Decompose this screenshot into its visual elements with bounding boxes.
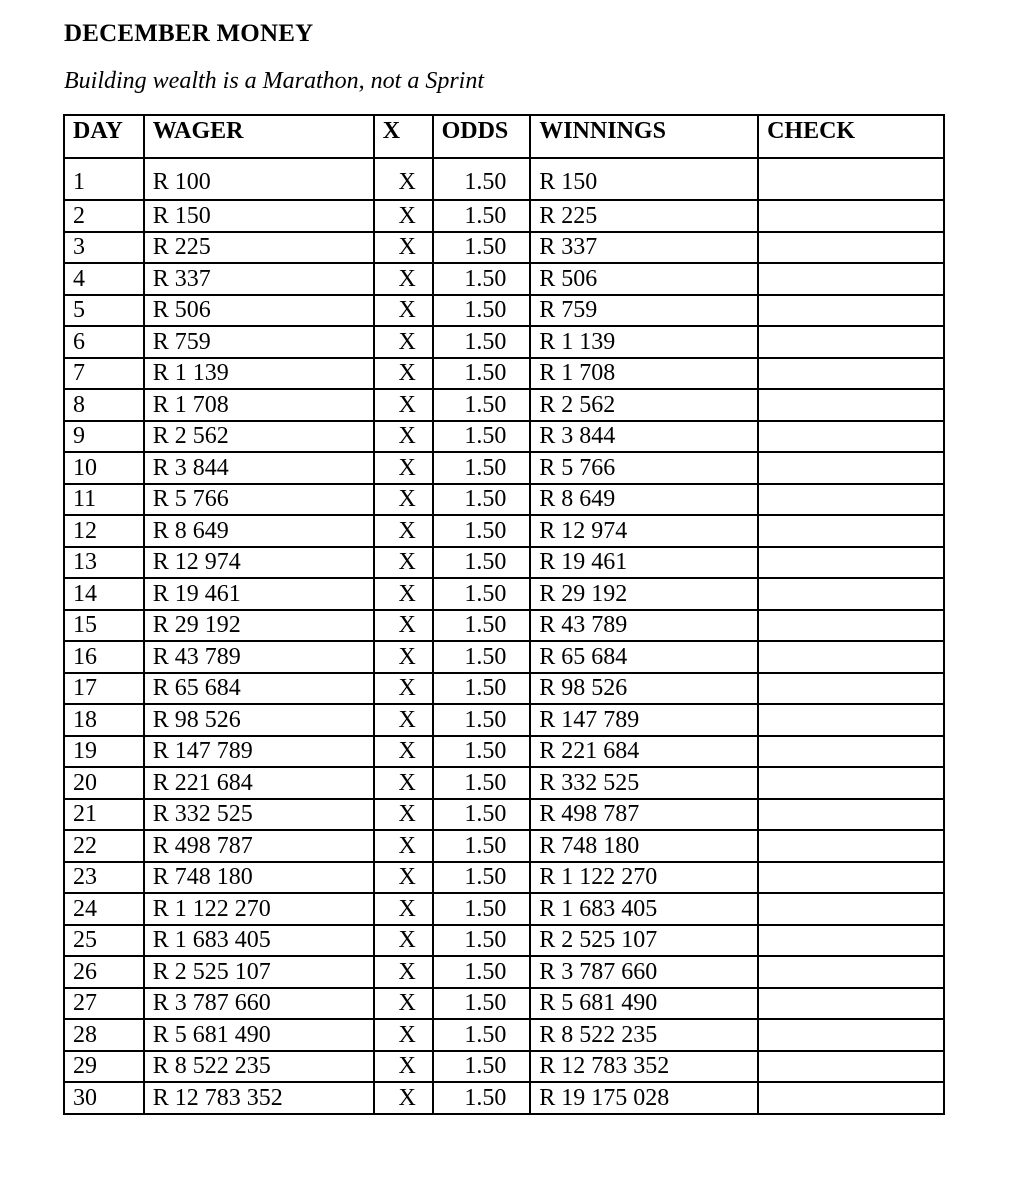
winnings-cell: R 3 787 660 bbox=[530, 956, 758, 988]
winnings-cell: R 19 461 bbox=[530, 547, 758, 579]
x-cell: X bbox=[374, 263, 433, 295]
winnings-cell: R 498 787 bbox=[530, 799, 758, 831]
table-row bbox=[64, 673, 944, 705]
check-cell bbox=[758, 515, 944, 547]
winnings-cell: R 8 522 235 bbox=[530, 1019, 758, 1051]
check-cell bbox=[758, 956, 944, 988]
wager-cell: R 19 461 bbox=[144, 578, 374, 610]
odds-cell: 1.50 bbox=[433, 830, 531, 862]
table-row bbox=[64, 389, 944, 421]
document-subtitle: Building wealth is a Marathon, not a Sprint bbox=[64, 68, 485, 94]
winnings-cell: R 5 766 bbox=[530, 452, 758, 484]
odds-cell: 1.50 bbox=[433, 956, 531, 988]
wager-cell: R 3 787 660 bbox=[144, 988, 374, 1020]
header-x: X bbox=[374, 115, 433, 158]
check-cell bbox=[758, 767, 944, 799]
x-cell: X bbox=[374, 578, 433, 610]
wager-cell: R 1 683 405 bbox=[144, 925, 374, 957]
wager-cell: R 337 bbox=[144, 263, 374, 295]
day-cell: 7 bbox=[64, 358, 144, 390]
day-cell: 3 bbox=[64, 232, 144, 264]
x-cell: X bbox=[374, 641, 433, 673]
x-cell: X bbox=[374, 830, 433, 862]
wager-cell: R 43 789 bbox=[144, 641, 374, 673]
odds-cell: 1.50 bbox=[433, 452, 531, 484]
x-cell: X bbox=[374, 1082, 433, 1114]
day-cell: 8 bbox=[64, 389, 144, 421]
day-cell: 22 bbox=[64, 830, 144, 862]
table-row bbox=[64, 158, 944, 200]
table-row bbox=[64, 547, 944, 579]
winnings-cell: R 1 122 270 bbox=[530, 862, 758, 894]
table-row bbox=[64, 295, 944, 327]
wager-cell: R 5 681 490 bbox=[144, 1019, 374, 1051]
odds-cell: 1.50 bbox=[433, 925, 531, 957]
table-row bbox=[64, 641, 944, 673]
odds-cell: 1.50 bbox=[433, 893, 531, 925]
check-cell bbox=[758, 610, 944, 642]
table-row bbox=[64, 578, 944, 610]
table-row bbox=[64, 767, 944, 799]
table-row bbox=[64, 232, 944, 264]
table-row bbox=[64, 736, 944, 768]
check-cell bbox=[758, 1082, 944, 1114]
table-row bbox=[64, 988, 944, 1020]
x-cell: X bbox=[374, 358, 433, 390]
wager-cell: R 3 844 bbox=[144, 452, 374, 484]
odds-cell: 1.50 bbox=[433, 158, 531, 200]
table-row bbox=[64, 799, 944, 831]
winnings-cell: R 506 bbox=[530, 263, 758, 295]
x-cell: X bbox=[374, 547, 433, 579]
odds-cell: 1.50 bbox=[433, 484, 531, 516]
odds-cell: 1.50 bbox=[433, 200, 531, 232]
winnings-cell: R 12 783 352 bbox=[530, 1051, 758, 1083]
check-cell bbox=[758, 862, 944, 894]
day-cell: 1 bbox=[64, 158, 144, 200]
odds-cell: 1.50 bbox=[433, 263, 531, 295]
check-cell bbox=[758, 578, 944, 610]
x-cell: X bbox=[374, 484, 433, 516]
day-cell: 19 bbox=[64, 736, 144, 768]
check-cell bbox=[758, 799, 944, 831]
wager-cell: R 8 649 bbox=[144, 515, 374, 547]
check-cell bbox=[758, 326, 944, 358]
check-cell bbox=[758, 421, 944, 453]
table-row bbox=[64, 704, 944, 736]
winnings-cell: R 3 844 bbox=[530, 421, 758, 453]
day-cell: 23 bbox=[64, 862, 144, 894]
winnings-cell: R 19 175 028 bbox=[530, 1082, 758, 1114]
table-row bbox=[64, 358, 944, 390]
day-cell: 4 bbox=[64, 263, 144, 295]
x-cell: X bbox=[374, 452, 433, 484]
day-cell: 27 bbox=[64, 988, 144, 1020]
check-cell bbox=[758, 547, 944, 579]
day-cell: 26 bbox=[64, 956, 144, 988]
day-cell: 30 bbox=[64, 1082, 144, 1114]
day-cell: 12 bbox=[64, 515, 144, 547]
day-cell: 16 bbox=[64, 641, 144, 673]
table-row bbox=[64, 1019, 944, 1051]
header-wager: WAGER bbox=[144, 115, 374, 158]
wager-cell: R 65 684 bbox=[144, 673, 374, 705]
table-row bbox=[64, 515, 944, 547]
day-cell: 18 bbox=[64, 704, 144, 736]
table-row bbox=[64, 263, 944, 295]
wager-cell: R 332 525 bbox=[144, 799, 374, 831]
winnings-cell: R 43 789 bbox=[530, 610, 758, 642]
check-cell bbox=[758, 484, 944, 516]
check-cell bbox=[758, 704, 944, 736]
table-row bbox=[64, 830, 944, 862]
x-cell: X bbox=[374, 799, 433, 831]
odds-cell: 1.50 bbox=[433, 547, 531, 579]
x-cell: X bbox=[374, 736, 433, 768]
winnings-cell: R 759 bbox=[530, 295, 758, 327]
table-header-row bbox=[64, 115, 944, 158]
winnings-cell: R 748 180 bbox=[530, 830, 758, 862]
day-cell: 15 bbox=[64, 610, 144, 642]
wager-cell: R 12 783 352 bbox=[144, 1082, 374, 1114]
check-cell bbox=[758, 263, 944, 295]
wager-cell: R 98 526 bbox=[144, 704, 374, 736]
header-winnings: WINNINGS bbox=[530, 115, 758, 158]
winnings-cell: R 98 526 bbox=[530, 673, 758, 705]
winnings-cell: R 337 bbox=[530, 232, 758, 264]
odds-cell: 1.50 bbox=[433, 1082, 531, 1114]
table-row bbox=[64, 200, 944, 232]
table-row bbox=[64, 925, 944, 957]
table-row bbox=[64, 893, 944, 925]
winnings-cell: R 2 562 bbox=[530, 389, 758, 421]
day-cell: 9 bbox=[64, 421, 144, 453]
odds-cell: 1.50 bbox=[433, 862, 531, 894]
x-cell: X bbox=[374, 200, 433, 232]
wager-cell: R 2 562 bbox=[144, 421, 374, 453]
document-title: DECEMBER MONEY bbox=[64, 20, 314, 47]
day-cell: 2 bbox=[64, 200, 144, 232]
odds-cell: 1.50 bbox=[433, 358, 531, 390]
odds-cell: 1.50 bbox=[433, 421, 531, 453]
winnings-cell: R 1 683 405 bbox=[530, 893, 758, 925]
check-cell bbox=[758, 736, 944, 768]
check-cell bbox=[758, 389, 944, 421]
check-cell bbox=[758, 1019, 944, 1051]
odds-cell: 1.50 bbox=[433, 232, 531, 264]
winnings-cell: R 1 139 bbox=[530, 326, 758, 358]
odds-cell: 1.50 bbox=[433, 515, 531, 547]
day-cell: 25 bbox=[64, 925, 144, 957]
winnings-cell: R 29 192 bbox=[530, 578, 758, 610]
winnings-cell: R 147 789 bbox=[530, 704, 758, 736]
x-cell: X bbox=[374, 295, 433, 327]
day-cell: 20 bbox=[64, 767, 144, 799]
day-cell: 29 bbox=[64, 1051, 144, 1083]
odds-cell: 1.50 bbox=[433, 704, 531, 736]
wager-cell: R 1 708 bbox=[144, 389, 374, 421]
wager-cell: R 498 787 bbox=[144, 830, 374, 862]
x-cell: X bbox=[374, 515, 433, 547]
odds-cell: 1.50 bbox=[433, 988, 531, 1020]
x-cell: X bbox=[374, 673, 433, 705]
table-row bbox=[64, 326, 944, 358]
x-cell: X bbox=[374, 704, 433, 736]
table-row bbox=[64, 484, 944, 516]
header-day: DAY bbox=[64, 115, 144, 158]
x-cell: X bbox=[374, 421, 433, 453]
x-cell: X bbox=[374, 1019, 433, 1051]
x-cell: X bbox=[374, 1051, 433, 1083]
x-cell: X bbox=[374, 326, 433, 358]
day-cell: 11 bbox=[64, 484, 144, 516]
x-cell: X bbox=[374, 158, 433, 200]
day-cell: 6 bbox=[64, 326, 144, 358]
day-cell: 24 bbox=[64, 893, 144, 925]
odds-cell: 1.50 bbox=[433, 389, 531, 421]
check-cell bbox=[758, 158, 944, 200]
odds-cell: 1.50 bbox=[433, 736, 531, 768]
x-cell: X bbox=[374, 610, 433, 642]
winnings-cell: R 2 525 107 bbox=[530, 925, 758, 957]
check-cell bbox=[758, 200, 944, 232]
check-cell bbox=[758, 641, 944, 673]
check-cell bbox=[758, 358, 944, 390]
check-cell bbox=[758, 1051, 944, 1083]
odds-cell: 1.50 bbox=[433, 767, 531, 799]
wager-cell: R 1 139 bbox=[144, 358, 374, 390]
x-cell: X bbox=[374, 988, 433, 1020]
winnings-cell: R 12 974 bbox=[530, 515, 758, 547]
wager-cell: R 8 522 235 bbox=[144, 1051, 374, 1083]
x-cell: X bbox=[374, 862, 433, 894]
winnings-cell: R 225 bbox=[530, 200, 758, 232]
odds-cell: 1.50 bbox=[433, 673, 531, 705]
x-cell: X bbox=[374, 925, 433, 957]
check-cell bbox=[758, 232, 944, 264]
day-cell: 10 bbox=[64, 452, 144, 484]
odds-cell: 1.50 bbox=[433, 610, 531, 642]
table-body bbox=[64, 158, 944, 1114]
odds-cell: 1.50 bbox=[433, 1051, 531, 1083]
table-row bbox=[64, 1051, 944, 1083]
x-cell: X bbox=[374, 389, 433, 421]
winnings-cell: R 65 684 bbox=[530, 641, 758, 673]
wager-cell: R 748 180 bbox=[144, 862, 374, 894]
winnings-cell: R 1 708 bbox=[530, 358, 758, 390]
table-row bbox=[64, 452, 944, 484]
check-cell bbox=[758, 452, 944, 484]
check-cell bbox=[758, 925, 944, 957]
day-cell: 28 bbox=[64, 1019, 144, 1051]
winnings-cell: R 221 684 bbox=[530, 736, 758, 768]
header-odds: ODDS bbox=[433, 115, 531, 158]
odds-cell: 1.50 bbox=[433, 799, 531, 831]
wager-cell: R 150 bbox=[144, 200, 374, 232]
wager-cell: R 29 192 bbox=[144, 610, 374, 642]
day-cell: 17 bbox=[64, 673, 144, 705]
day-cell: 21 bbox=[64, 799, 144, 831]
table-row bbox=[64, 956, 944, 988]
wager-cell: R 225 bbox=[144, 232, 374, 264]
winnings-cell: R 150 bbox=[530, 158, 758, 200]
odds-cell: 1.50 bbox=[433, 1019, 531, 1051]
wager-cell: R 147 789 bbox=[144, 736, 374, 768]
odds-cell: 1.50 bbox=[433, 326, 531, 358]
table-row bbox=[64, 1082, 944, 1114]
odds-cell: 1.50 bbox=[433, 641, 531, 673]
wager-cell: R 100 bbox=[144, 158, 374, 200]
wager-table bbox=[63, 114, 945, 1115]
winnings-cell: R 332 525 bbox=[530, 767, 758, 799]
wager-cell: R 5 766 bbox=[144, 484, 374, 516]
check-cell bbox=[758, 295, 944, 327]
wager-cell: R 12 974 bbox=[144, 547, 374, 579]
day-cell: 13 bbox=[64, 547, 144, 579]
wager-cell: R 221 684 bbox=[144, 767, 374, 799]
wager-cell: R 506 bbox=[144, 295, 374, 327]
odds-cell: 1.50 bbox=[433, 295, 531, 327]
check-cell bbox=[758, 673, 944, 705]
wager-cell: R 759 bbox=[144, 326, 374, 358]
x-cell: X bbox=[374, 232, 433, 264]
table-row bbox=[64, 421, 944, 453]
check-cell bbox=[758, 988, 944, 1020]
winnings-cell: R 8 649 bbox=[530, 484, 758, 516]
table-row bbox=[64, 862, 944, 894]
day-cell: 5 bbox=[64, 295, 144, 327]
check-cell bbox=[758, 893, 944, 925]
header-check: CHECK bbox=[758, 115, 944, 158]
check-cell bbox=[758, 830, 944, 862]
x-cell: X bbox=[374, 956, 433, 988]
wager-cell: R 1 122 270 bbox=[144, 893, 374, 925]
x-cell: X bbox=[374, 767, 433, 799]
table-row bbox=[64, 610, 944, 642]
winnings-cell: R 5 681 490 bbox=[530, 988, 758, 1020]
wager-cell: R 2 525 107 bbox=[144, 956, 374, 988]
day-cell: 14 bbox=[64, 578, 144, 610]
odds-cell: 1.50 bbox=[433, 578, 531, 610]
x-cell: X bbox=[374, 893, 433, 925]
